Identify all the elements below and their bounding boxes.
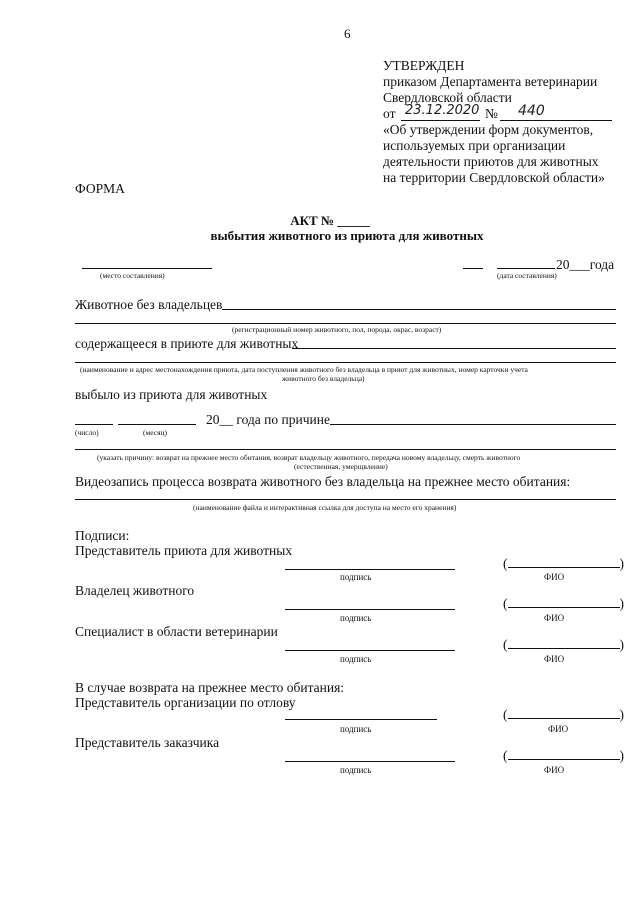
sign-caption-shelter: подпись <box>340 572 372 582</box>
signature-line-shelter <box>285 569 455 570</box>
left-label: выбыло из приюта для животных <box>75 387 268 402</box>
signature-label-customer: Представитель заказчика <box>75 735 220 750</box>
reason-caption-1: (указать причину: возврат на прежнее место обитания, возврат владельцу животного, передача новому владельцу, смерть животного <box>97 453 521 462</box>
animal-line-1 <box>222 309 616 310</box>
fio-caption-shelter: ФИО <box>544 572 565 582</box>
return-heading: В случае возврата на прежнее место обитания: <box>75 680 345 695</box>
fio-caption-customer: ФИО <box>544 765 565 775</box>
place-caption: (место составления) <box>100 271 165 280</box>
signature-label-owner: Владелец животного <box>75 583 195 598</box>
approval-line-1: приказом Департамента ветеринарии <box>383 74 598 89</box>
signature-line-owner <box>285 609 455 610</box>
approval-number-line <box>500 120 612 121</box>
place-line <box>82 268 212 269</box>
kept-caption-1: (наименование и адрес местонахождения приюта, дата поступления животного без владельца в приют для животных, номер карточки учета <box>80 365 528 374</box>
video-label: Видеозапись процесса возврата животного без владельца на прежнее место обитания: <box>75 474 571 489</box>
year-reason: 20__ года по причине <box>206 412 330 427</box>
month-line <box>118 424 196 425</box>
kept-label: содержащееся в приюте для животных <box>75 336 299 351</box>
approval-line-5: деятельности приютов для животных <box>383 154 599 169</box>
sign-caption-catching: подпись <box>340 724 372 734</box>
kept-line-1 <box>292 348 616 349</box>
fio-caption-vet: ФИО <box>544 654 565 664</box>
approval-from-label: от <box>383 106 396 121</box>
approval-number-handwritten: 440 <box>518 103 545 119</box>
video-line <box>75 499 616 500</box>
reason-caption-2: (естественная, умерщвление) <box>294 462 388 471</box>
kept-line-2 <box>75 362 616 363</box>
fio-caption-catching: ФИО <box>548 724 569 734</box>
signature-label-catching: Представитель организации по отлову <box>75 695 296 710</box>
fio-paren-catching: ( ) <box>503 707 624 722</box>
approval-no-label: № <box>485 106 498 121</box>
signature-line-catching <box>285 719 437 720</box>
month-caption: (месяц) <box>143 428 168 437</box>
signature-line-vet <box>285 650 455 651</box>
approval-date-handwritten: 23.12.2020 <box>405 103 480 118</box>
approval-date-line <box>401 120 480 121</box>
day-line <box>463 268 483 269</box>
act-subtitle: выбытия животного из приюта для животных <box>210 228 484 243</box>
reason-line-1 <box>330 424 616 425</box>
fio-paren-shelter: ( ) <box>503 556 624 571</box>
approval-line-6: на территории Свердловской области» <box>383 170 605 185</box>
sign-caption-owner: подпись <box>340 613 372 623</box>
signatures-heading: Подписи: <box>75 528 130 543</box>
fio-paren-vet: ( ) <box>503 637 624 652</box>
act-title: АКТ № _____ <box>290 213 370 228</box>
signature-line-customer <box>285 761 455 762</box>
fio-caption-owner: ФИО <box>544 613 565 623</box>
form-label: ФОРМА <box>75 181 125 196</box>
fio-paren-owner: ( ) <box>503 596 624 611</box>
approval-line-3: «Об утверждении форм документов, <box>383 122 594 137</box>
date-line <box>497 268 555 269</box>
video-caption: (наименование файла и интерактивная ссылка для доступа на место его хранения) <box>193 503 457 512</box>
signature-label-vet: Специалист в области ветеринарии <box>75 624 278 639</box>
page-number: 6 <box>344 26 351 41</box>
reason-line-2 <box>75 449 616 450</box>
approval-title: УТВЕРЖДЕН <box>383 58 465 73</box>
year-suffix: 20___года <box>556 257 615 272</box>
animal-caption: (регистрационный номер животного, пол, порода, окрас, возраст) <box>232 325 442 334</box>
signature-label-shelter: Представитель приюта для животных <box>75 543 293 558</box>
sign-caption-customer: подпись <box>340 765 372 775</box>
day-caption: (число) <box>75 428 99 437</box>
approval-line-2: Свердловской области <box>383 90 512 105</box>
kept-caption-2: животного без владельца) <box>282 374 365 383</box>
date-caption: (дата составления) <box>497 271 557 280</box>
day-number-line <box>75 424 113 425</box>
animal-label: Животное без владельцев <box>75 297 223 312</box>
fio-paren-customer: ( ) <box>503 748 624 763</box>
approval-line-4: используемых при организации <box>383 138 566 153</box>
sign-caption-vet: подпись <box>340 654 372 664</box>
animal-line-2 <box>75 323 616 324</box>
